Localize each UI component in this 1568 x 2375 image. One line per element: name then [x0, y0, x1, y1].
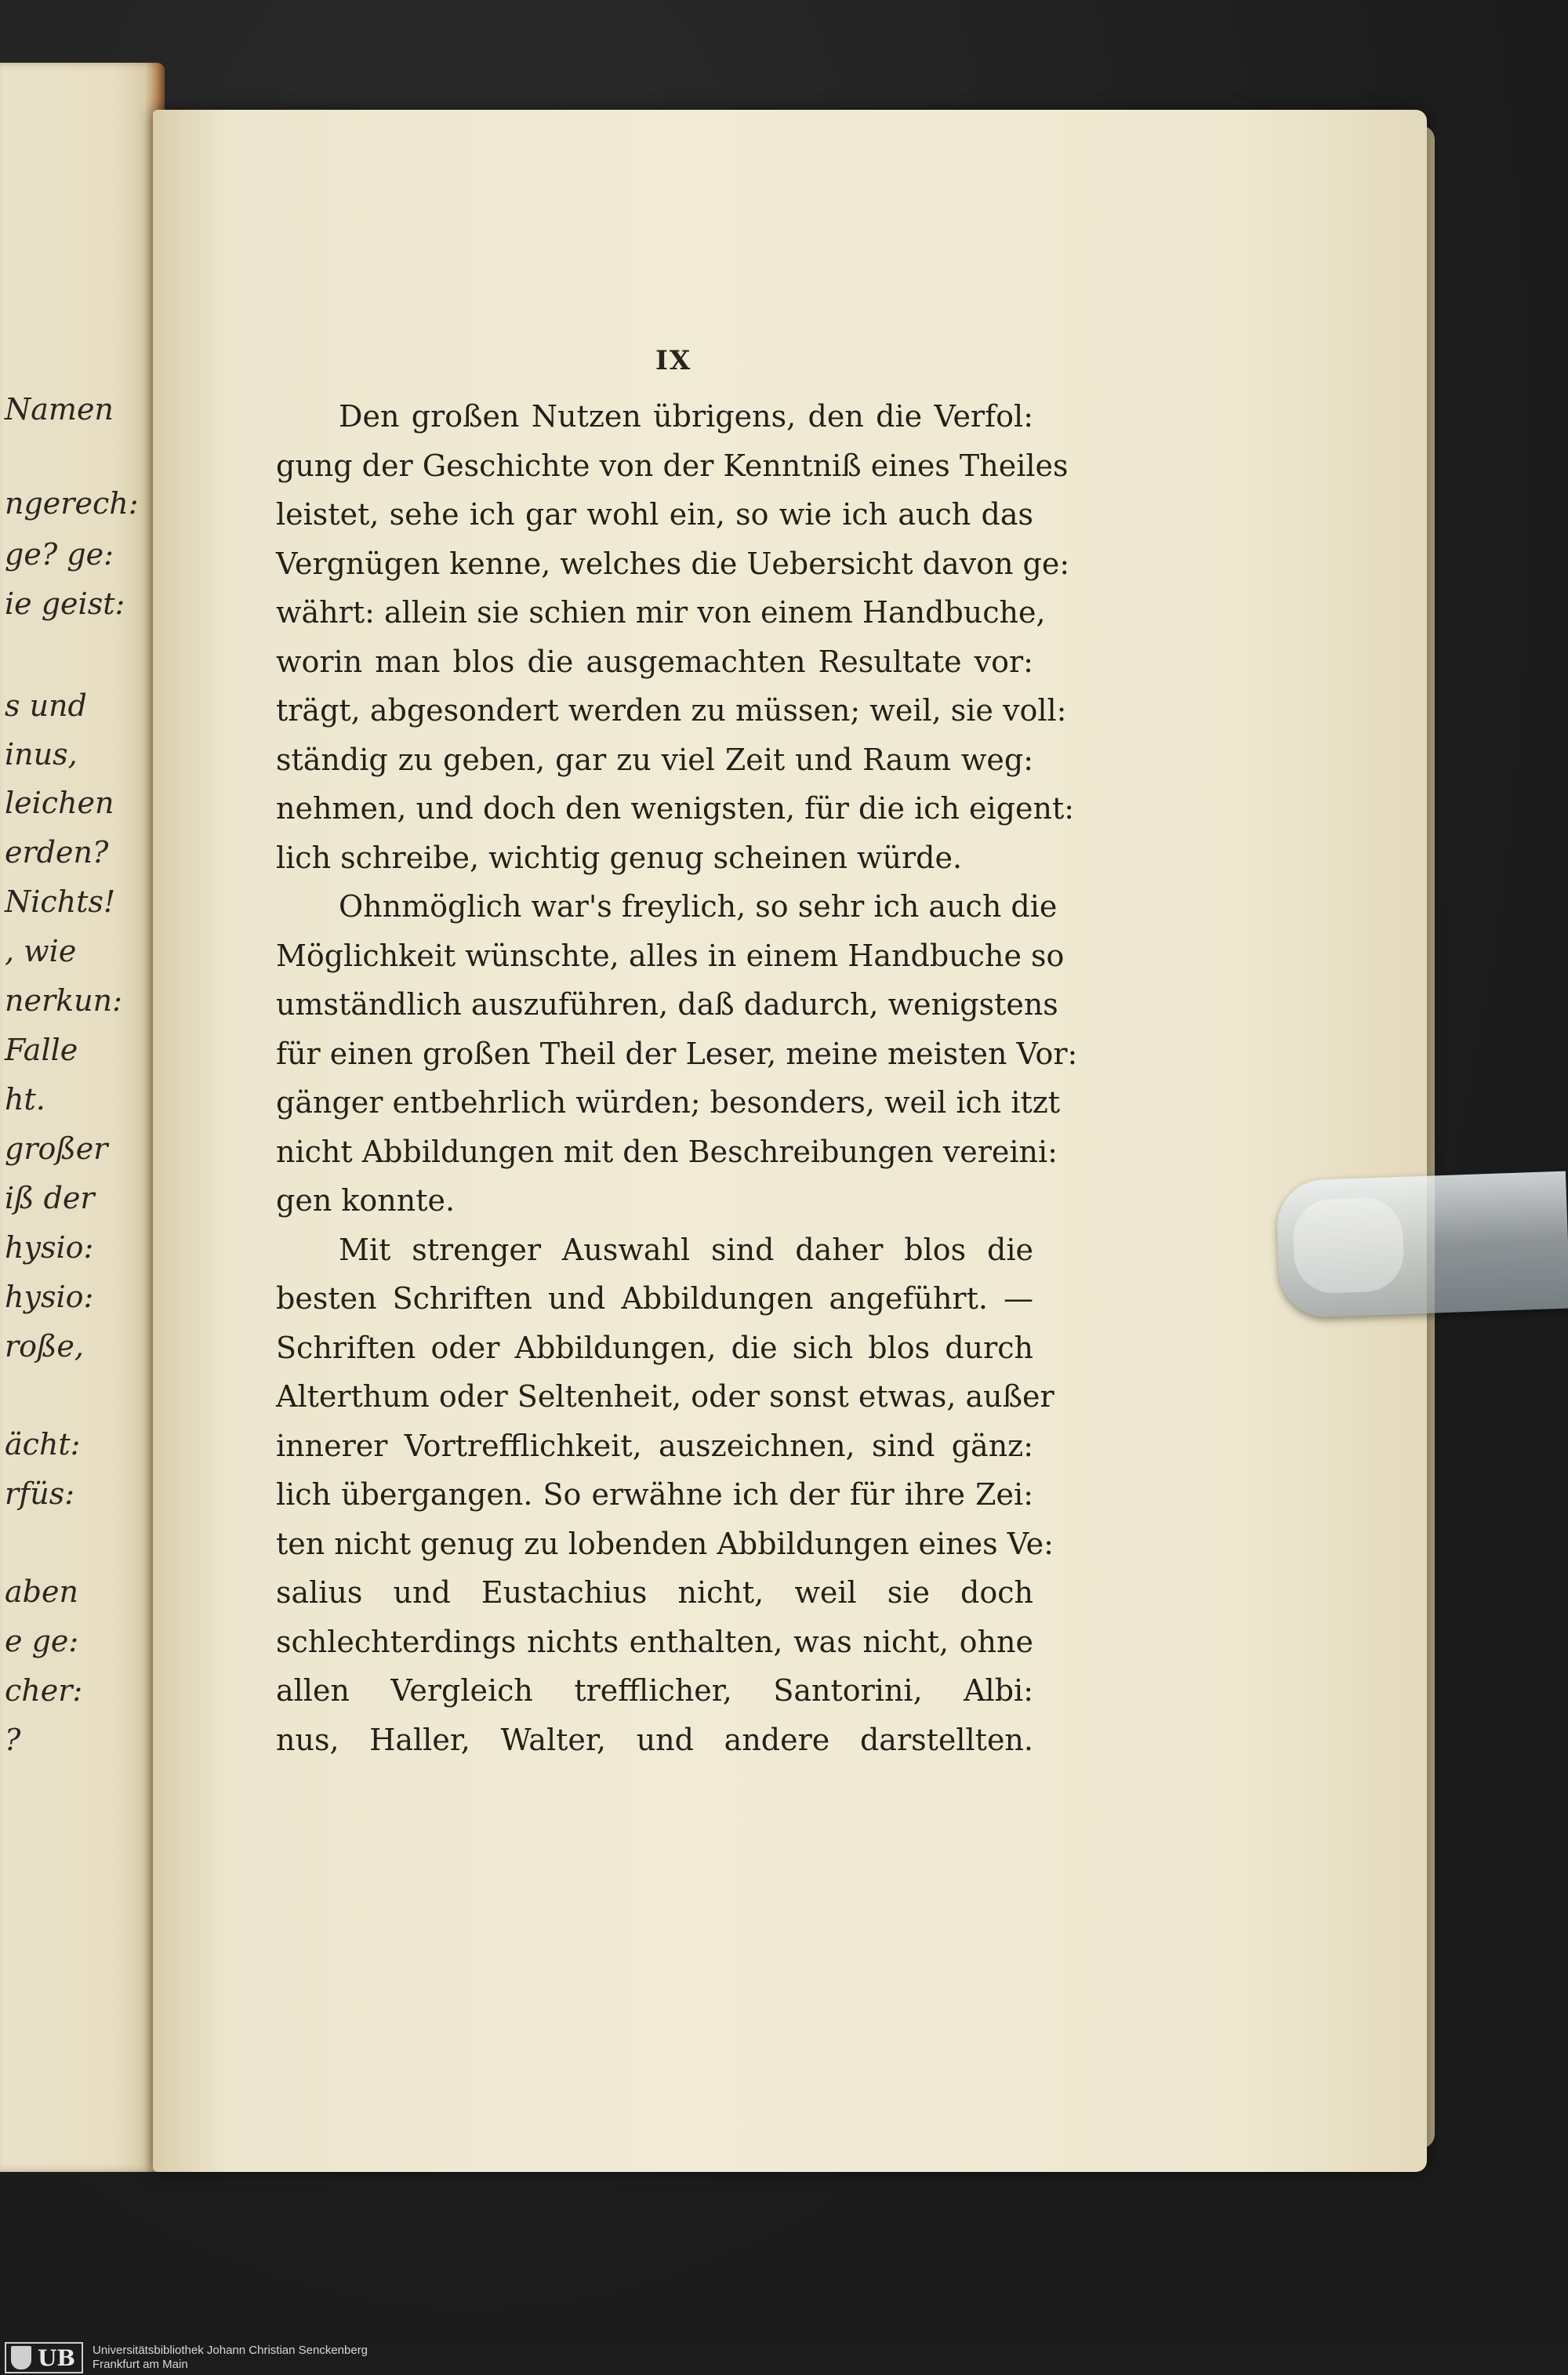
- verso-fragment: Namen: [5, 392, 114, 427]
- verso-fragment: ie geist:: [5, 586, 125, 621]
- text-line: worin man blos die ausgemachten Resultate vor:: [276, 644, 1033, 679]
- verso-fragment: hysio:: [5, 1230, 94, 1265]
- text-line: lich schreibe, wichtig genug scheinen würde.: [276, 840, 963, 875]
- verso-fragment: roße,: [5, 1329, 84, 1364]
- verso-page: [0, 63, 165, 2172]
- text-line: nehmen, und doch den wenigsten, für die ich eigent:: [276, 791, 1075, 826]
- text-line: trägt, abgesondert werden zu müssen; weil, sie voll:: [276, 693, 1067, 728]
- text-line: gung der Geschichte von der Kenntniß eines Theiles: [276, 448, 1069, 483]
- verso-fragment: iß der: [5, 1181, 95, 1215]
- verso-fragment: ächt:: [5, 1427, 81, 1462]
- text-line: Alterthum oder Seltenheit, oder sonst etwas, außer: [276, 1379, 1054, 1414]
- text-line: allen Vergleich trefflicher, Santorini, Albi:: [276, 1673, 1033, 1708]
- text-line: leistet, sehe ich gar wohl ein, so wie ich auch das: [276, 497, 1033, 532]
- footer-line-1: Universitätsbibliothek Johann Christian Senckenberg: [93, 2344, 368, 2357]
- verso-fragment: inus,: [5, 737, 78, 772]
- verso-fragment: ge? ge:: [5, 537, 114, 572]
- crest-icon: [11, 2346, 31, 2370]
- verso-fragment: Nichts!: [5, 884, 116, 919]
- footer-text: [93, 2344, 368, 2372]
- text-line: Möglichkeit wünschte, alles in einem Handbuche so: [276, 938, 1065, 973]
- text-line: Den großen Nutzen übrigens, den die Verfol:: [339, 399, 1033, 434]
- verso-fragment: cher:: [5, 1673, 83, 1708]
- text-line: ständig zu geben, gar zu viel Zeit und Raum weg:: [276, 742, 1033, 777]
- verso-fragment: e ge:: [5, 1624, 79, 1658]
- text-line: Vergnügen kenne, welches die Uebersicht davon ge:: [276, 546, 1070, 581]
- library-logo: [5, 2342, 83, 2373]
- text-line: für einen großen Theil der Leser, meine meisten Vor:: [276, 1036, 1078, 1071]
- verso-fragment: großer: [5, 1131, 108, 1166]
- verso-fragment: , wie: [5, 934, 77, 968]
- text-line: Ohnmöglich war's freylich, so sehr ich auch die: [339, 889, 1058, 924]
- verso-fragment: ?: [5, 1723, 21, 1757]
- text-line: nus, Haller, Walter, und andere darstellten.: [276, 1722, 1033, 1757]
- text-line: besten Schriften und Abbildungen angeführt. —: [276, 1281, 1033, 1316]
- body-text: [276, 392, 1078, 1764]
- logo-text: UB: [38, 2344, 76, 2371]
- text-line: Mit strenger Auswahl sind daher blos die: [339, 1232, 1033, 1267]
- text-line: gänger entbehrlich würden; besonders, weil ich itzt: [276, 1085, 1061, 1120]
- verso-fragment: rfüs:: [5, 1476, 75, 1511]
- text-line: nicht Abbildungen mit den Beschreibungen vereini:: [276, 1134, 1058, 1169]
- text-line: umständlich auszuführen, daß dadurch, wenigstens: [276, 987, 1058, 1022]
- verso-fragment: leichen: [5, 786, 114, 820]
- text-line: gen konnte.: [276, 1183, 456, 1218]
- text-line: ten nicht genug zu lobenden Abbildungen eines Ve:: [276, 1526, 1054, 1561]
- text-line: schlechterdings nichts enthalten, was nicht, ohne: [276, 1624, 1033, 1659]
- text-line: währt: allein sie schien mir von einem Handbuche,: [276, 595, 1046, 630]
- verso-fragment: erden?: [5, 835, 109, 870]
- text-line: innerer Vortrefflichkeit, auszeichnen, sind gänz:: [276, 1428, 1033, 1463]
- verso-fragment: ngerech:: [5, 486, 139, 521]
- text-line: lich übergangen. So erwähne ich der für ihre Zei:: [276, 1477, 1033, 1512]
- verso-fragment: Falle: [5, 1033, 78, 1067]
- footer-credit: [0, 2341, 1568, 2375]
- verso-fragment: hysio:: [5, 1280, 94, 1314]
- verso-fragment: nerkun:: [5, 983, 122, 1018]
- verso-fragment: aben: [5, 1574, 78, 1609]
- verso-fragment: s und: [5, 688, 87, 723]
- verso-fragment: ht.: [5, 1082, 45, 1117]
- text-line: Schriften oder Abbildungen, die sich blos durch: [276, 1330, 1033, 1365]
- page-clip: [1276, 1171, 1568, 1319]
- clip-highlight: [1292, 1197, 1405, 1295]
- text-line: salius und Eustachius nicht, weil sie doch: [276, 1575, 1033, 1610]
- footer-line-2: Frankfurt am Main: [93, 2358, 188, 2371]
- page-number: IX: [655, 345, 692, 376]
